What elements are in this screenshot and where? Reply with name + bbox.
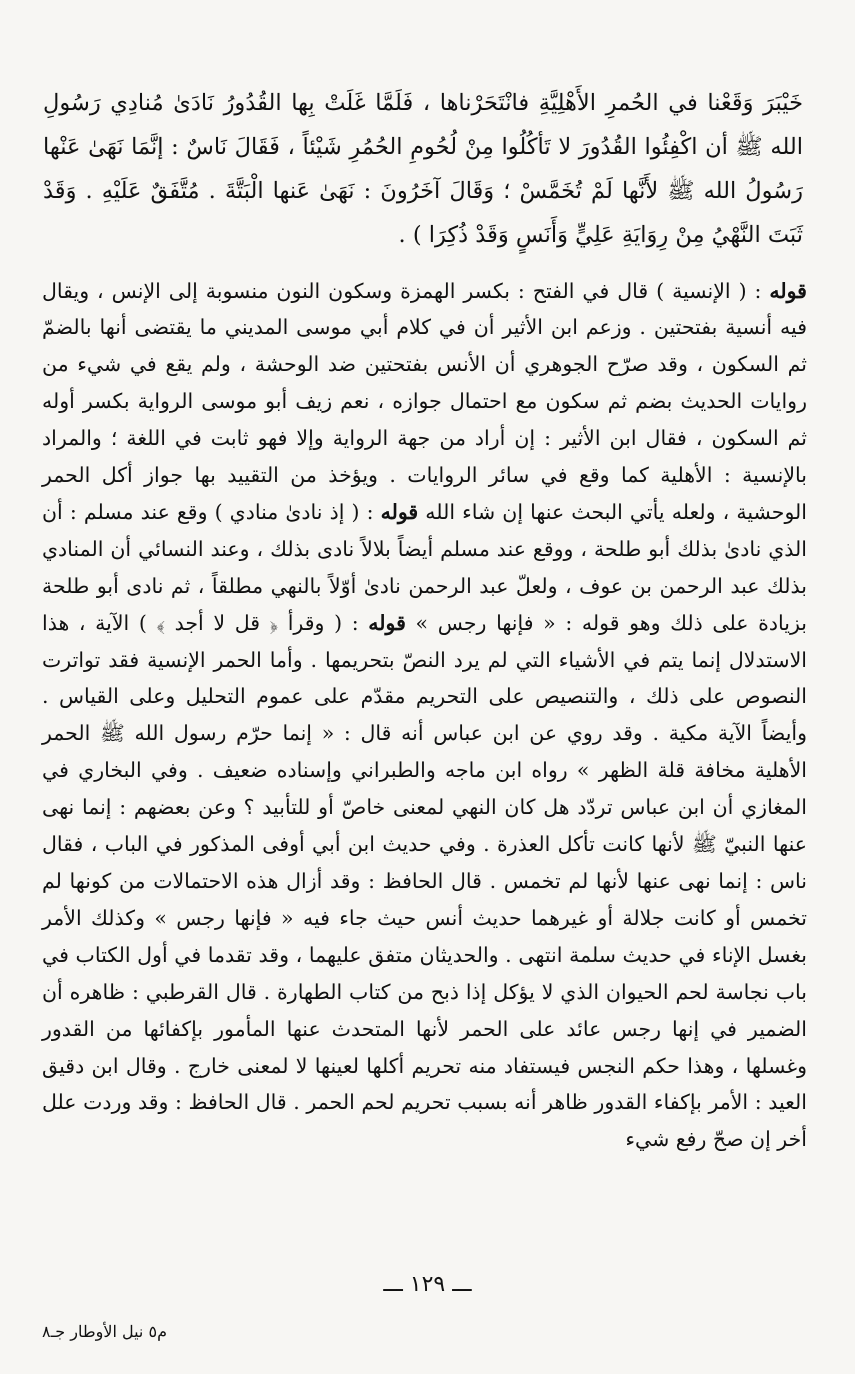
commentary-text bbox=[42, 273, 807, 1159]
commentary-part-munadi: : ( إذ نادىٰ منادي ) وقع عند مسلم : أن الذي نادىٰ بذلك أبو طلحة ، ووقع عند مسلم أيضاً بلالاً نادى بذلك ، وعند النسائي أن المنادي بذلك عبد الرحمن بن عوف ، ولعلّ عبد الرحمن نادىٰ أوّلاً بالنهي مطلقاً ، ثم نادى أبو طلحة بزيادة على ذلك وهو قوله : « فإنها رجس » bbox=[42, 499, 807, 635]
hadith-text: خَيْبَرَ وَقَعْنا في الحُمرِ الأَهْلِيَّةِ فانْتَحَرْناها ، فَلَمَّا غَلَتْ بِها القُدُورُ نَادَىٰ مُنادِي رَسُولِ الله ﷺ أن اكْفِئُوا القُدُورَ لا تَأكُلُوا مِنْ لُحُومِ الحُمُرِ شَيْئاً ، فَقَالَ نَاسٌ : إنَّمَا نَهَىٰ عَنْها رَسُولُ الله ﷺ لأَنَّها لَمْ تُخَمَّسْ ؛ وَقَالَ آخَرُونَ : نَهَىٰ عَنها الْبَتَّةَ . مُتَّفَقٌ عَلَيْهِ . وَقَدْ ثَبَتَ النَّهْيُ مِنْ رِوَايَةِ عَلِيٍّ وَأَنَسٍ وَقَدْ ذُكِرَا ) . bbox=[43, 89, 803, 248]
commentary-part-qul-la-ajid: : ( وقرأ ﴿ قل لا أجد ﴾ ) الآية ، هذا الاستدلال إنما يتم في الأشياء التي لم يرد النصّ بتحريمها . وأما الحمر الإنسية فقد تواترت النصوص على ذلك ، والتنصيص على التحريم مقدّم على عموم التحليل وعلى القياس . وأيضاً الآية مكية . وقد روي عن ابن عباس أنه قال : « إنما حرّم رسول الله ﷺ الحمر الأهلية مخافة قلة الظهر » رواه ابن ماجه والطبراني وإسناده ضعيف . وفي البخاري في المغازي أن ابن عباس تردّد هل كان النهي لمعنى خاصّ أو للتأبيد ؟ وعن بعضهم : إنما نهى عنها النبيّ ﷺ لأنها كانت تأكل العذرة . وفي حديث ابن أبي أوفى المذكور في الباب ، فقال ناس : إنما نهى عنها لأنها لم تخمس . قال الحافظ : وقد أزال هذه الاحتمالات من كونها لم تخمس أو كانت جلالة أو غيرهما حديث أنس حيث جاء فيه « فإنها رجس » وكذلك الأمر بغسل الإناء في حديث سلمة انتهى . والحديثان متفق عليهما ، وقد تقدما في أول الكتاب في باب نجاسة لحم الحيوان الذي لا يؤكل إذا ذبح من كتاب الطهارة . قال القرطبي : ظاهره أن الضمير في إنها رجس عائد على الحمر لأنها المتحدث عنها المأمور بإكفائها من القدور وغسلها ، وهذا حكم النجس فيستفاد منه تحريم أكلها لعينها لا لمعنى خارج . وقال ابن دقيق العيد : الأمر بإكفاء القدور ظاهر أنه بسبب تحريم لحم الحمر . قال الحافظ : وقد وردت علل أخر إن صحّ رفع شيء bbox=[42, 610, 807, 1152]
signature-mark: م٥ نيل الأوطار جـ٨ bbox=[42, 1322, 167, 1341]
keyword-qawluhu: قوله bbox=[380, 499, 419, 524]
keyword-qawluhu: قوله bbox=[368, 610, 406, 635]
page-number: ـــ ١٢٩ ـــ bbox=[383, 1272, 472, 1297]
keyword-qawluhu: قوله bbox=[769, 278, 807, 303]
commentary-part-insiyya: : ( الإنسية ) قال في الفتح : بكسر الهمزة وسكون النون منسوبة إلى الإنس ، ويقال فيه أنسية بفتحتين . وزعم ابن الأثير أن في كلام أبي موسى المديني ما يقتضى أنها بالضمّ ثم السكون ، وقد صرّح الجوهري أن الأنس بفتحتين ضد الوحشة ، ولم يقع في شيء من روايات الحديث بضم ثم سكون مع احتمال جوازه ، نعم زيف أبو موسى الرواية بكسر أوله ثم السكون ، فقال ابن الأثير : إن أراد من جهة الرواية وإلا فهو ثابت في اللغة ؛ والمراد بالإنسية : الأهلية كما وقع في سائر الروايات . ويؤخذ من التقييد بها جواز أكل الحمر الوحشية ، ولعله يأتي البحث عنها إن شاء الله bbox=[42, 278, 808, 524]
